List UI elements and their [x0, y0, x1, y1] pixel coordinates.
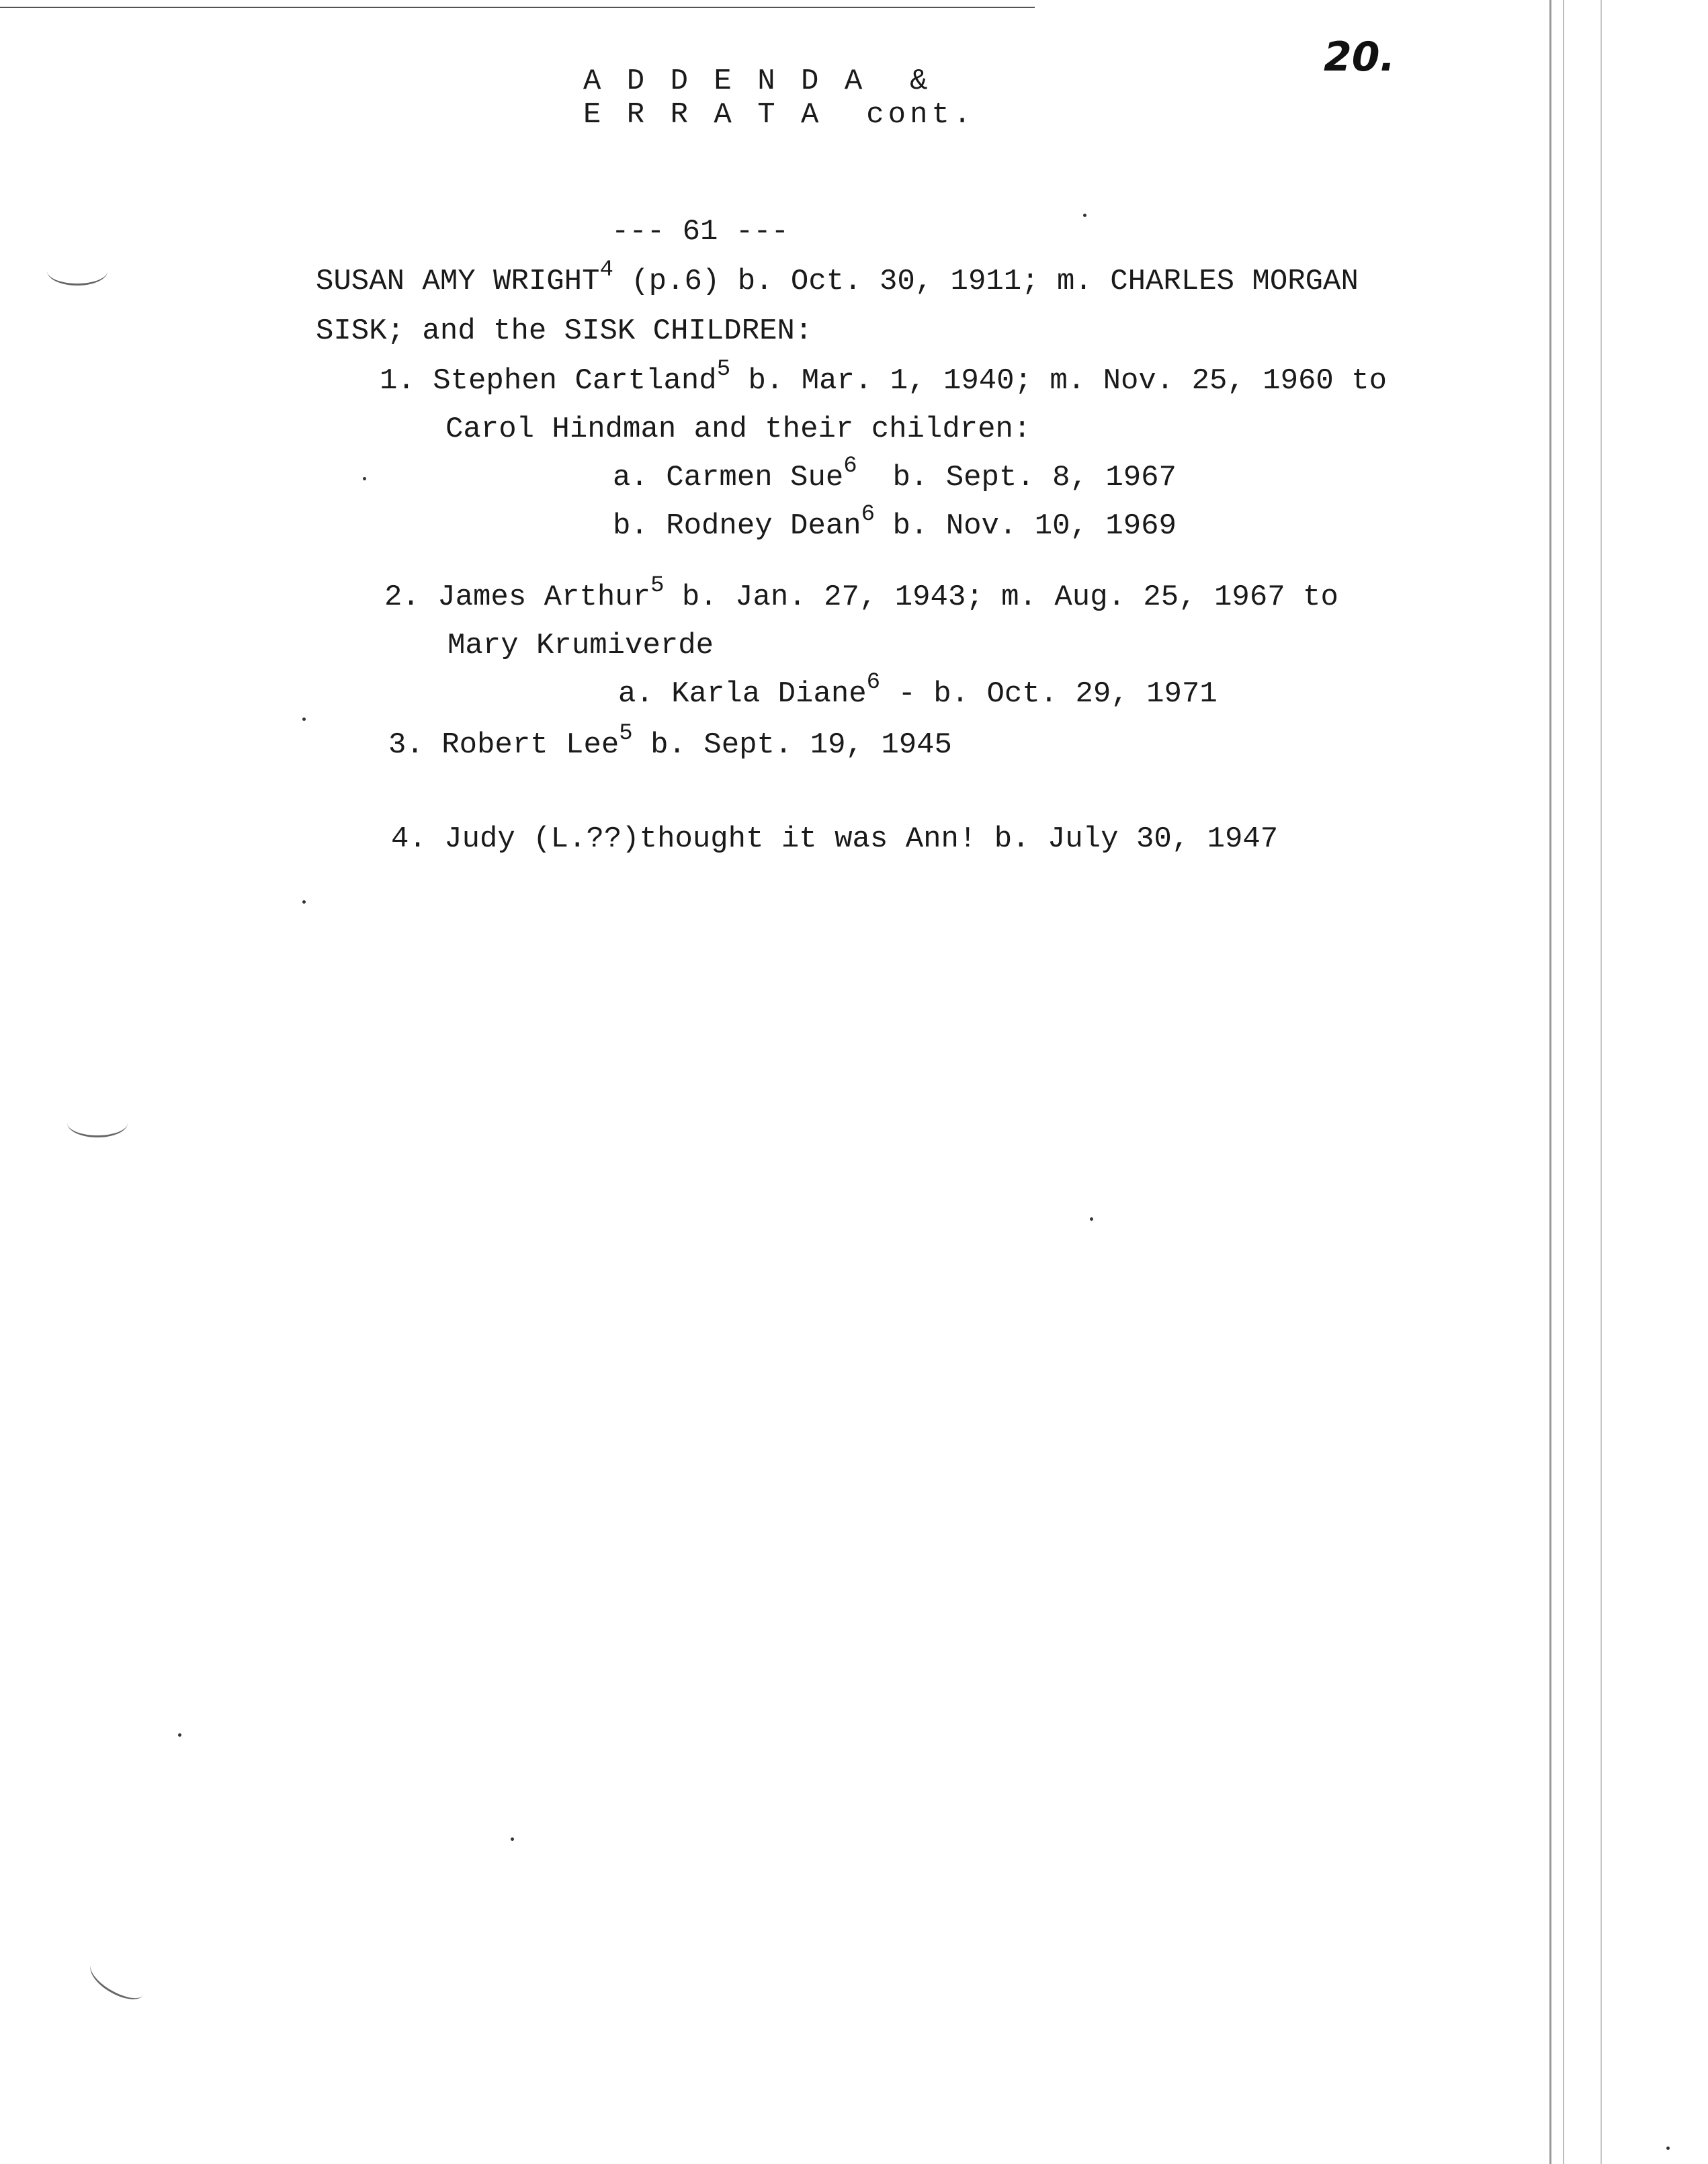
handwritten-page-number: 20.	[1324, 34, 1396, 81]
heading-line-1: A D D E N D A &	[583, 64, 932, 98]
entry-line-2: SISK; and the SISK CHILDREN:	[316, 314, 813, 348]
heading-line-2: E R R A T A cont.	[583, 98, 976, 132]
binder-hole-mark	[84, 1952, 151, 2007]
scan-speck	[302, 900, 306, 904]
page-heading	[583, 64, 975, 132]
section-number: --- 61 ---	[611, 215, 789, 249]
binder-hole-mark	[67, 1109, 128, 1137]
scan-speck	[1090, 1217, 1093, 1221]
scan-speck	[178, 1733, 181, 1737]
grandchild-2a: a. Karla Diane$^6$ - b. Oct. 29, 1971	[618, 670, 1218, 711]
child-2-spouse: Mary Krumiverde	[447, 629, 714, 662]
page-edge-line-outer	[1600, 0, 1602, 2164]
scan-speck	[1666, 2147, 1670, 2150]
child-2: 2. James Arthur$^5$ b. Jan. 27, 1943; m. Aug. 25, 1967 to	[384, 573, 1338, 614]
child-1: 1. Stephen Cartland$^5$ b. Mar. 1, 1940; m. Nov. 25, 1960 to	[380, 357, 1387, 398]
binder-hole-mark	[47, 257, 108, 286]
page-edge-line-inner	[1563, 0, 1564, 2164]
child-1-spouse: Carol Hindman and their children:	[445, 413, 1031, 446]
scan-speck	[1083, 214, 1086, 217]
child-3: 3. Robert Lee$^5$ b. Sept. 19, 1945	[388, 721, 952, 762]
grandchild-1b: b. Rodney Dean$^6$ b. Nov. 10, 1969	[613, 502, 1177, 543]
page-edge-line	[1549, 0, 1551, 2164]
scan-speck	[511, 1837, 514, 1841]
child-4: 4. Judy (L.??)thought it was Ann! b. July 30, 1947	[391, 822, 1279, 856]
grandchild-1a: a. Carmen Sue$^6$ b. Sept. 8, 1967	[613, 453, 1177, 494]
scan-speck	[302, 718, 306, 721]
scan-speck	[363, 477, 366, 480]
page-top-edge	[0, 7, 1035, 8]
entry-line-1: SUSAN AMY WRIGHT$^4$ (p.6) b. Oct. 30, 1911; m. CHARLES MORGAN	[316, 257, 1359, 298]
